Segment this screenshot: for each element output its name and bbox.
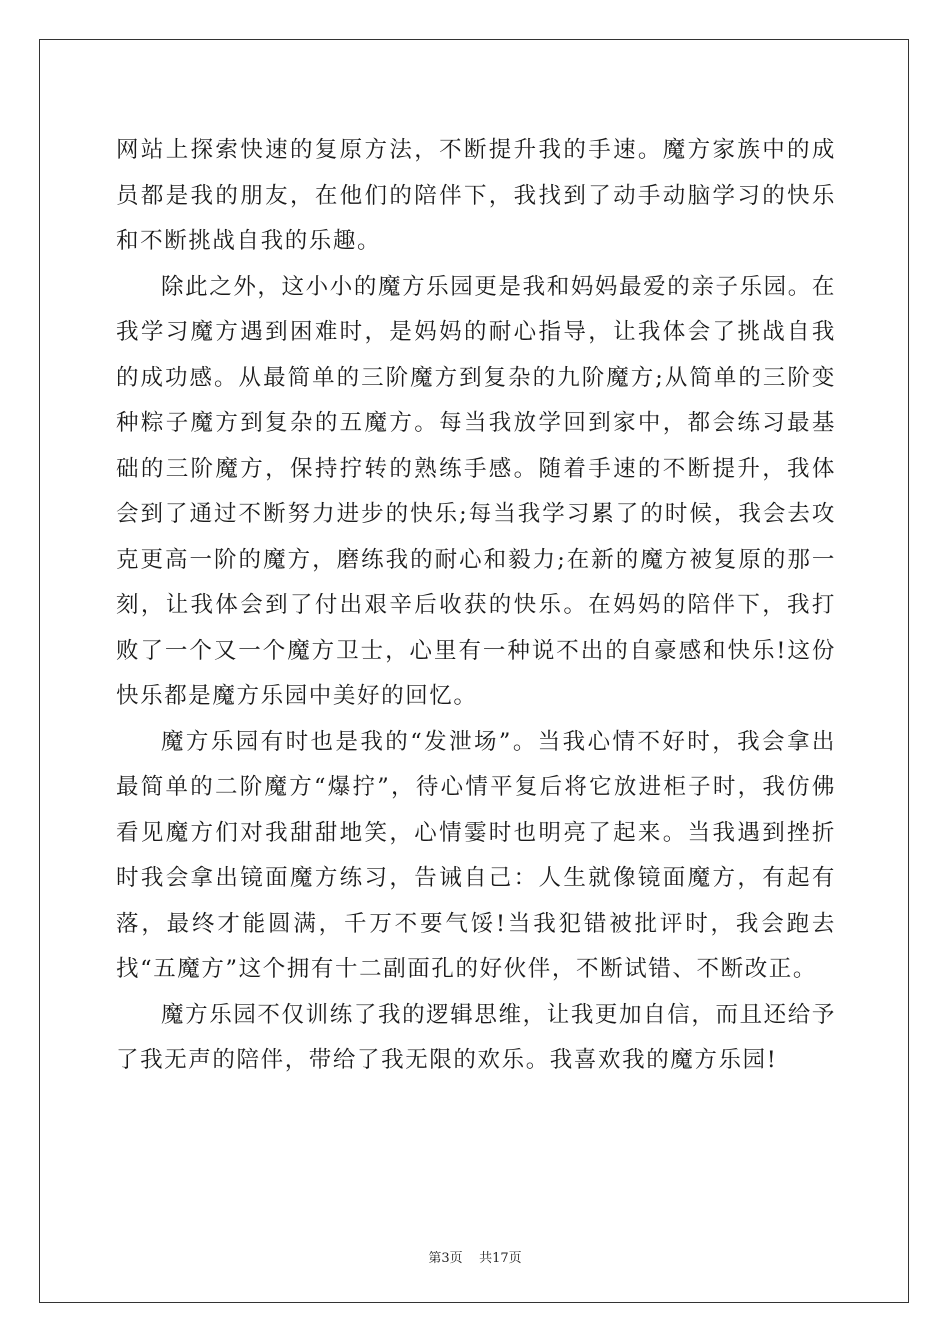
page-number: 第3页 (428, 1251, 463, 1266)
paragraph-1: 网站上探索快速的复原方法，不断提升我的手速。魔方家族中的成员都是我的朋友，在他们的陪伴下，我找到了动手动脑学习的快乐和不断挑战自我的乐趣。 (116, 137, 836, 254)
page-footer (0, 1247, 950, 1266)
document-body (116, 128, 836, 1084)
page-total: 共17页 (479, 1251, 522, 1266)
paragraph-4: 魔方乐园不仅训练了我的逻辑思维，让我更加自信，而且还给予了我无声的陪伴，带给了我无限的欢乐。我喜欢我的魔方乐园! (116, 1001, 836, 1073)
paragraph-3: 魔方乐园有时也是我的“发泄场”。当我心情不好时，我会拿出最简单的二阶魔方“爆拧”，待心情平复后将它放进柜子时，我仿佛看见魔方们对我甜甜地笑，心情霎时也明亮了起来。当我遇到挫折时我会拿出镜面魔方练习，告诫自己：人生就像镜面魔方，有起有落，最终才能圆满，千万不要气馁!当我犯错被批评时，我会跑去找“五魔方”这个拥有十二副面孔的好伙伴，不断试错、不断改正。 (116, 728, 836, 982)
paragraph-2: 除此之外，这小小的魔方乐园更是我和妈妈最爱的亲子乐园。在我学习魔方遇到困难时，是妈妈的耐心指导，让我体会了挑战自我的成功感。从最简单的三阶魔方到复杂的九阶魔方;从简单的三阶变种粽子魔方到复杂的五魔方。每当我放学回到家中，都会练习最基础的三阶魔方，保持拧转的熟练手感。随着手速的不断提升，我体会到了通过不断努力进步的快乐;每当我学习累了的时候，我会去攻克更高一阶的魔方，磨练我的耐心和毅力;在新的魔方被复原的那一刻，让我体会到了付出艰辛后收获的快乐。在妈妈的陪伴下，我打败了一个又一个魔方卫士，心里有一种说不出的自豪感和快乐!这份快乐都是魔方乐园中美好的回忆。 (116, 273, 836, 709)
